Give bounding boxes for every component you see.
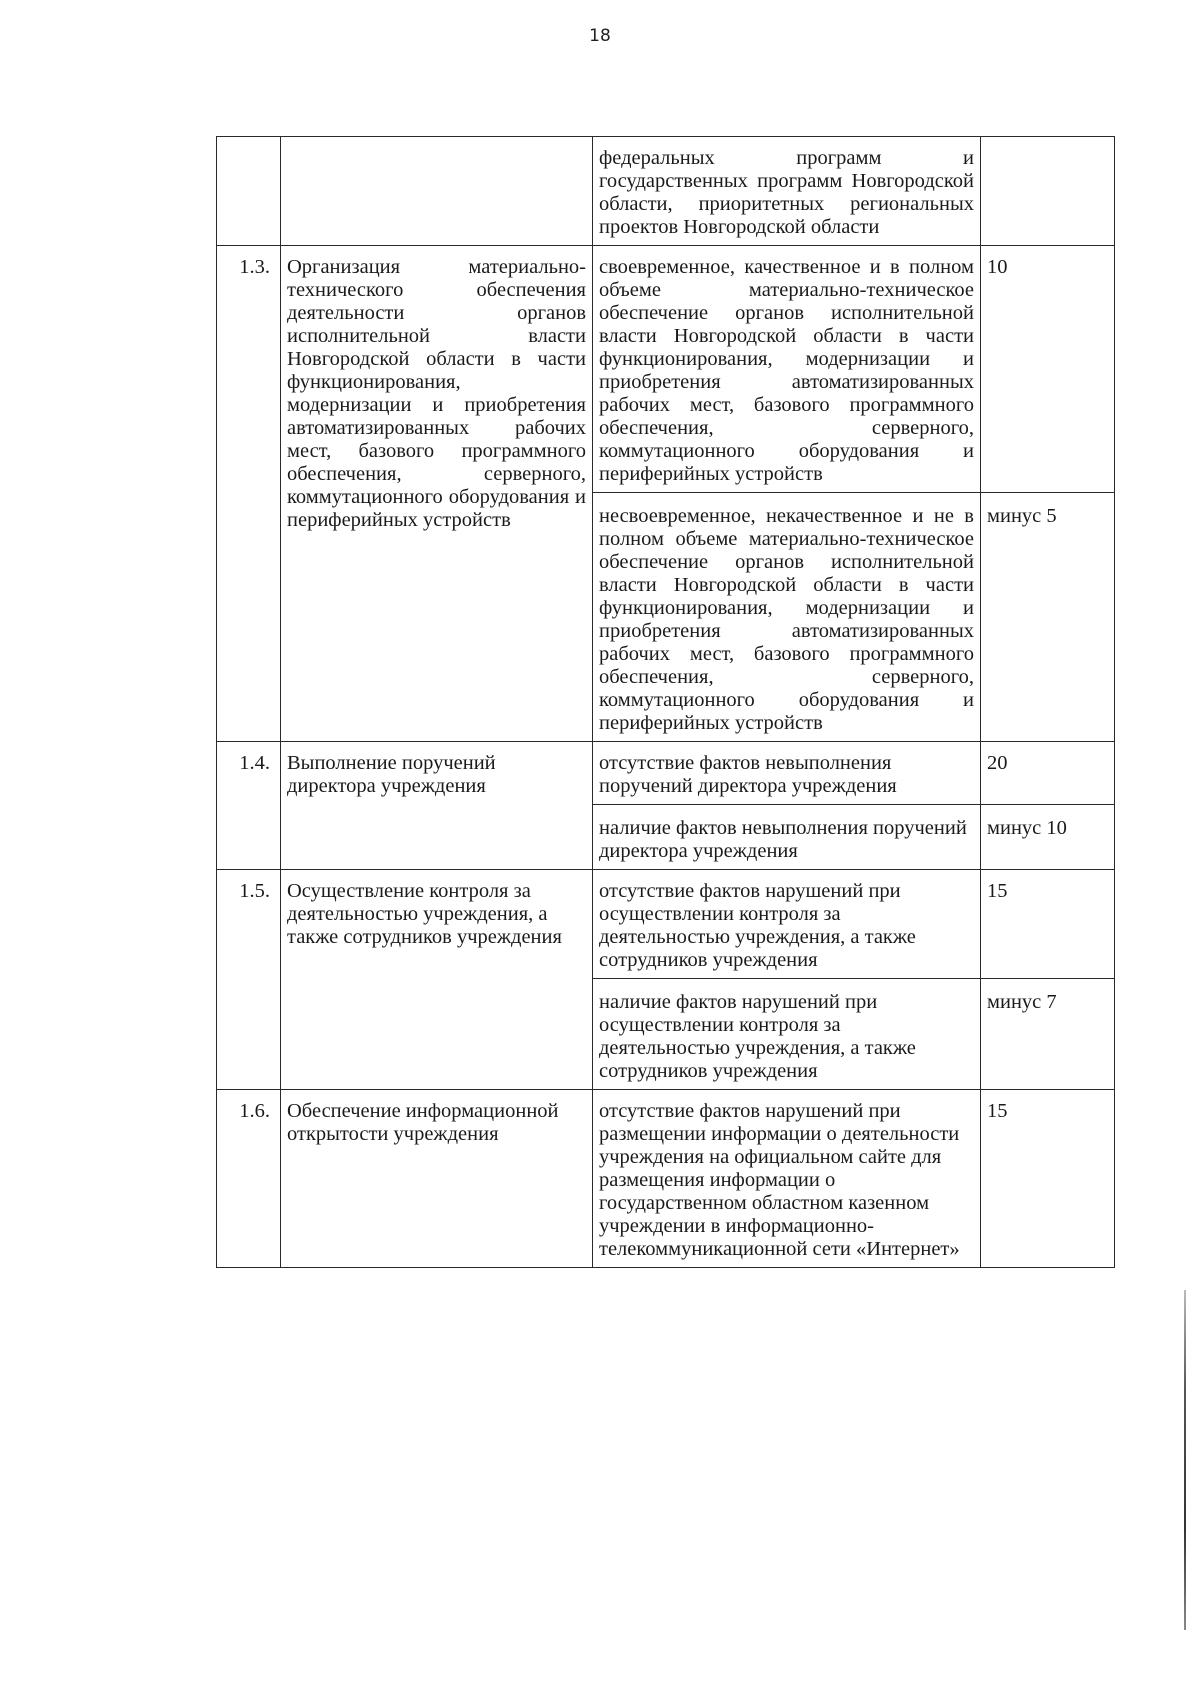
row-name-cell: Осуществление контроля за деятельностью учреждения, а также сотрудников учреждения (281, 870, 593, 1090)
row-number-cell: 1.3. (217, 246, 281, 742)
points-cell (981, 137, 1115, 246)
page-number: 18 (589, 26, 611, 46)
criterion-cell: отсутствие фактов нарушений при осуществлении контроля за деятельностью учреждения, а также сотрудников учреждения (593, 870, 981, 979)
criterion-cell: несвоевременное, некачественное и не в полном объеме материально-техническое обеспечение органов исполнительной власти Новгородской области в части функционирования, модернизации и приобретения автоматизированных рабочих мест, базового программного обеспечения, серверного, коммутационного оборудования и периферийных устройств (593, 493, 981, 742)
criteria-table (216, 136, 1115, 1268)
criterion-cell: отсутствие фактов нарушений при размещении информации о деятельности учреждения на официальном сайте для размещения информации о государственном областном казенном учреждении в информационно-телекоммуникационной сети «Интернет» (593, 1090, 981, 1268)
points-cell: 15 (981, 870, 1115, 979)
points-cell: 10 (981, 246, 1115, 493)
table-row (217, 246, 1115, 493)
row-number-cell: 1.5. (217, 870, 281, 1090)
points-cell: минус 5 (981, 493, 1115, 742)
criterion-cell: наличие фактов нарушений при осуществлении контроля за деятельностью учреждения, а также сотрудников учреждения (593, 979, 981, 1090)
criterion-cell: отсутствие фактов невыполнения поручений директора учреждения (593, 742, 981, 805)
points-cell: минус 7 (981, 979, 1115, 1090)
points-cell: 20 (981, 742, 1115, 805)
row-number-cell (217, 137, 281, 246)
row-number-cell: 1.4. (217, 742, 281, 870)
table-row (217, 1090, 1115, 1268)
criterion-cell: наличие фактов невыполнения поручений директора учреждения (593, 805, 981, 870)
points-cell: минус 10 (981, 805, 1115, 870)
criterion-cell: федеральных программ и государственных программ Новгородской области, приоритетных региональных проектов Новгородской области (593, 137, 981, 246)
row-name-cell: Организация материально-технического обеспечения деятельности органов исполнительной власти Новгородской области в части функционирования, модернизации и приобретения автоматизированных рабочих мест, базового программного обеспечения, серверного, коммутационного оборудования и периферийных устройств (281, 246, 593, 742)
points-cell: 15 (981, 1090, 1115, 1268)
table-row (217, 870, 1115, 979)
table-row (217, 137, 1115, 246)
row-name-cell (281, 137, 593, 246)
row-number-cell: 1.6. (217, 1090, 281, 1268)
scan-edge-line (1184, 1290, 1186, 1630)
row-name-cell: Выполнение поручений директора учреждения (281, 742, 593, 870)
row-name-cell: Обеспечение информационной открытости учреждения (281, 1090, 593, 1268)
table-row (217, 742, 1115, 805)
criterion-cell: своевременное, качественное и в полном объеме материально-техническое обеспечение органов исполнительной власти Новгородской области в части функционирования, модернизации и приобретения автоматизированных рабочих мест, базового программного обеспечения, серверного, коммутационного оборудования и периферийных устройств (593, 246, 981, 493)
